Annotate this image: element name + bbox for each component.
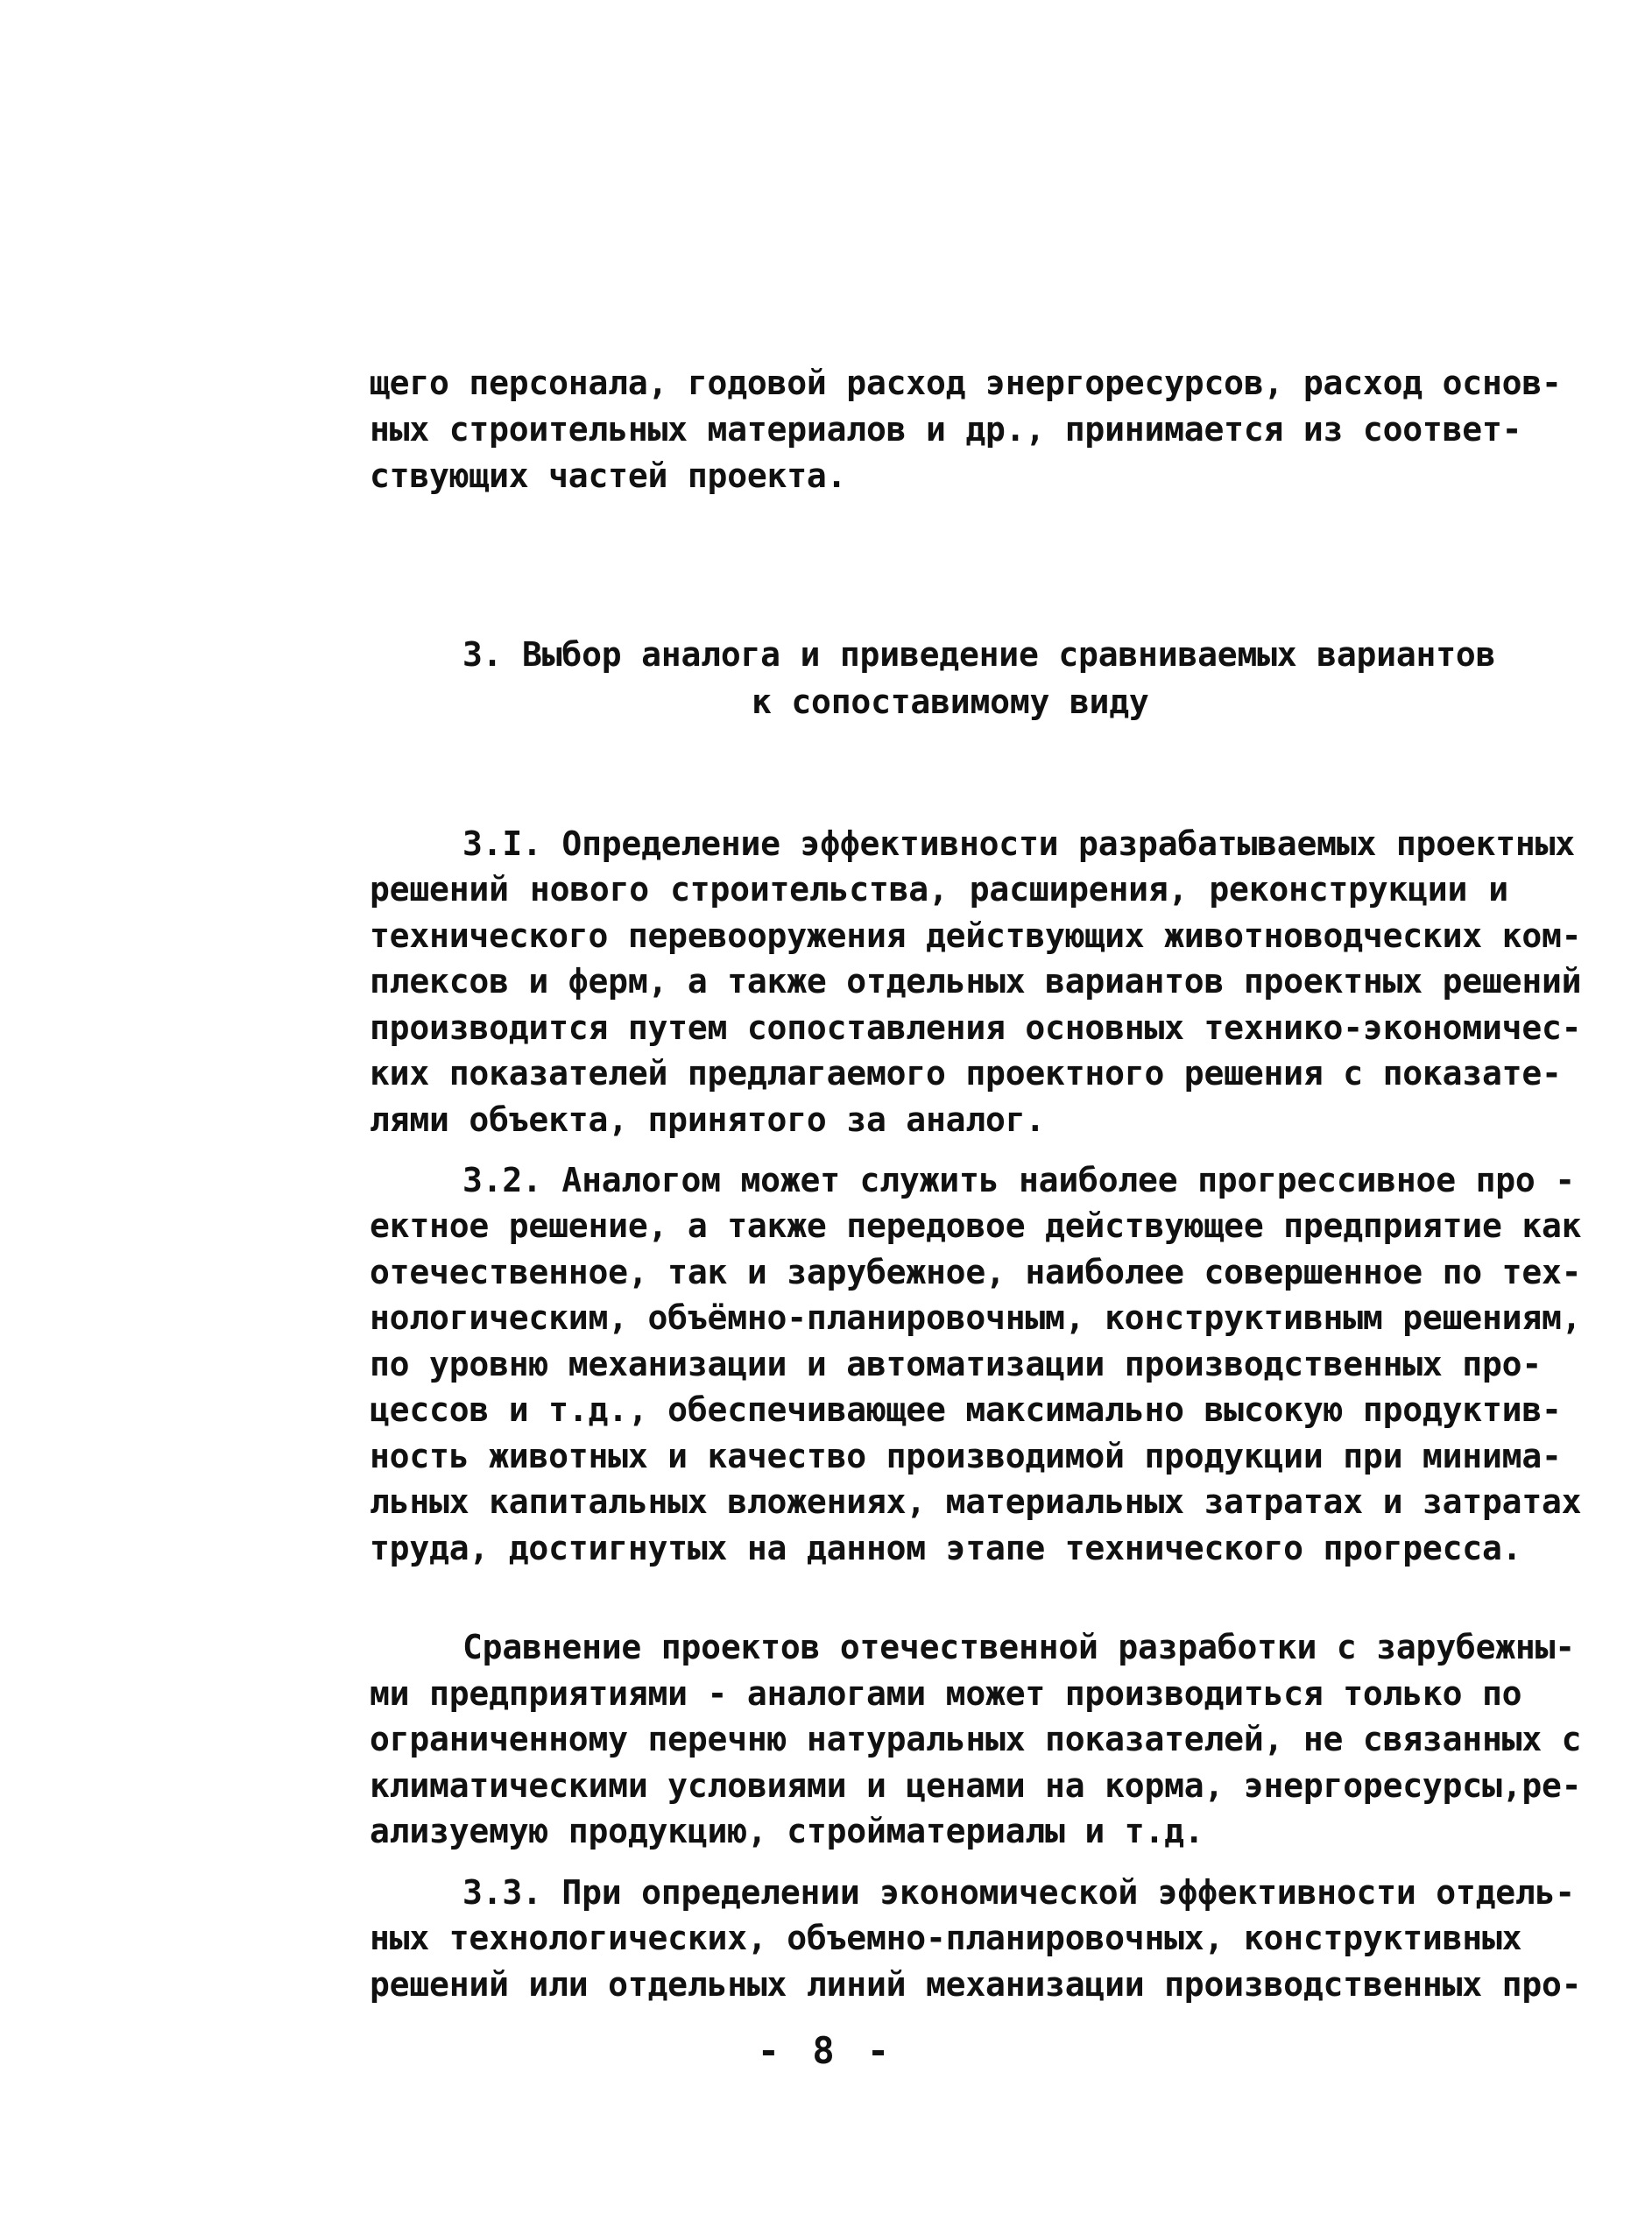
p32-line-2: ектное решение, а также передовое действующее предприятие как — [370, 1206, 1582, 1245]
p33-line-3: решений или отдельных линий механизации производственных про- — [370, 1965, 1582, 2004]
p33-line-1: 3.3. При определении экономической эффективности отдель- — [462, 1873, 1575, 1912]
p32-line-6: цессов и т.д., обеспечивающее максимально высокую продуктив- — [370, 1390, 1562, 1429]
p32-line-1: 3.2. Аналогом может служить наиболее прогрессивное про - — [462, 1161, 1575, 1199]
p32-line-9: труда, достигнутых на данном этапе технического прогресса. — [370, 1529, 1522, 1567]
p31-line-7: лями объекта, принятого за аналог. — [370, 1100, 1046, 1139]
p32-line-4: нологическим, объёмно-планировочным, конструктивным решениям, — [370, 1298, 1582, 1337]
intro-line-3: ствующих частей проекта. — [370, 456, 847, 495]
p32-line-5: по уровню механизации и автоматизации производственных про- — [370, 1345, 1542, 1383]
p32-line-8: льных капитальных вложениях, материальных затратах и затратах — [370, 1482, 1582, 1521]
p31-line-4: плексов и ферм, а также отдельных вариантов проектных решений — [370, 962, 1582, 1001]
page-number: - 8 - — [757, 2029, 895, 2072]
p32-line-7: ность животных и качество производимой продукции при минима- — [370, 1437, 1562, 1475]
p31-line-1: 3.I. Определение эффективности разрабатываемых проектных — [462, 824, 1575, 863]
p31-line-5: производится путем сопоставления основных технико-экономичес- — [370, 1008, 1582, 1047]
p33-line-2: ных технологических, объемно-планировочных, конструктивных — [370, 1919, 1522, 1957]
compare-line-5: ализуемую продукцию, стройматериалы и т.д. — [370, 1812, 1204, 1850]
p32-line-3: отечественное, так и зарубежное, наиболее совершенное по тех- — [370, 1253, 1582, 1291]
intro-line-1: щего персонала, годовой расход энергоресурсов, расход основ- — [370, 364, 1562, 402]
compare-line-3: ограниченному перечню натуральных показателей, не связанных с — [370, 1720, 1582, 1758]
p31-line-3: технического перевооружения действующих животноводческих ком- — [370, 916, 1582, 955]
compare-line-1: Сравнение проектов отечественной разработки с зарубежны- — [462, 1628, 1575, 1666]
intro-line-2: ных строительных материалов и др., принимается из соответ- — [370, 410, 1522, 449]
p31-line-6: ких показателей предлагаемого проектного решения с показате- — [370, 1054, 1562, 1093]
section-title-line-1: 3. Выбор аналога и приведение сравниваемых вариантов — [462, 635, 1496, 674]
compare-line-2: ми предприятиями - аналогами может производиться только по — [370, 1674, 1522, 1713]
section-title-line-2: к сопоставимому виду — [752, 683, 1149, 721]
p31-line-2: решений нового строительства, расширения, реконструкции и — [370, 870, 1508, 909]
compare-line-4: климатическими условиями и ценами на корма, энергоресурсы,ре- — [370, 1766, 1582, 1805]
